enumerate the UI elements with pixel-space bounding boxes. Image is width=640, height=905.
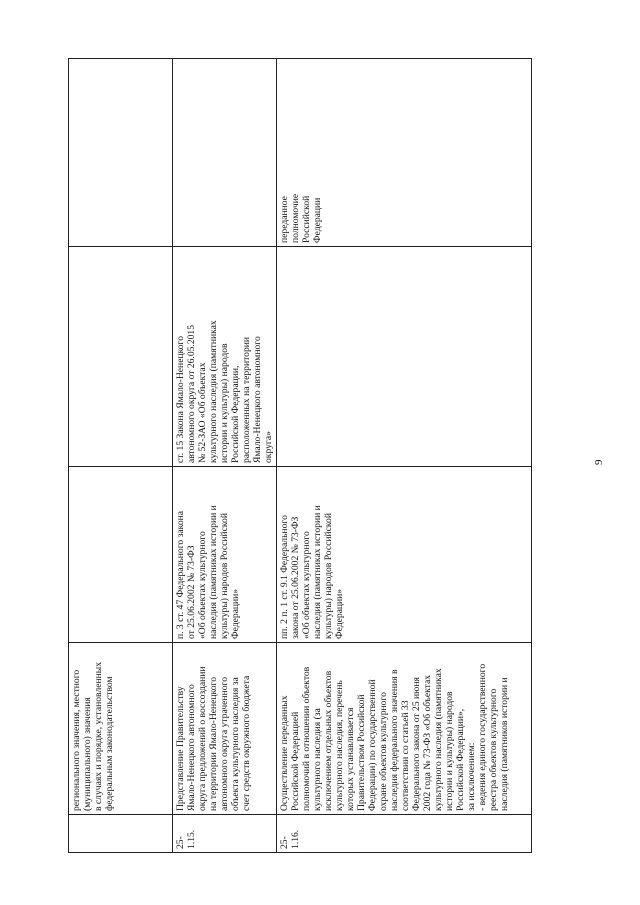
text-line: Федерации» xyxy=(334,588,345,639)
federal-law-cell xyxy=(69,467,173,643)
regional-law-cell xyxy=(173,247,277,467)
text-line: расположенных на территории xyxy=(241,336,252,463)
text-line: за исключением: xyxy=(466,742,477,811)
text-line: Федерального закона от 25 июня xyxy=(411,677,422,811)
row-number-cell xyxy=(69,815,173,853)
text-line: на территории Ямало-Ненецкого xyxy=(208,677,219,811)
text-line: охране объектов культурного xyxy=(378,692,389,811)
regional-law-cell xyxy=(277,247,532,467)
text-line: Российской Федерацией xyxy=(290,711,301,811)
text-line: п. 3 ст. 47 Федерального закона xyxy=(175,510,186,639)
text-line: Российской Федерации», xyxy=(455,708,466,811)
text-line: наследия (памятниках истории и xyxy=(312,505,323,639)
text-line: культурного наследия, перечень xyxy=(334,680,345,811)
text-line: «Об объектах культурного xyxy=(197,531,208,639)
text-line: переданное xyxy=(279,196,290,243)
text-line: наследия (памятников истории и xyxy=(499,677,510,811)
text-line: Федерации xyxy=(312,197,323,243)
text-line: культуры) народов Российской xyxy=(219,513,230,639)
text-line: соответствии со статьей 33 xyxy=(400,700,411,811)
regional-law-cell xyxy=(69,247,173,467)
federal-law-cell xyxy=(173,467,277,643)
text-line: пп. 2 п. 1 ст. 9.1 Федерального xyxy=(279,515,290,639)
text-line: от 25.06.2002 № 73-ФЗ xyxy=(186,545,197,639)
text-line: истории и культуры) народов xyxy=(219,343,230,463)
note-cell xyxy=(277,59,532,247)
text-line: регионального значения, местного xyxy=(71,669,82,811)
text-line: счет средств окружного бюджета xyxy=(241,675,252,811)
text-line: культурного наследия (памятниках xyxy=(433,668,444,811)
text-line: которых устанавливается xyxy=(345,707,356,811)
authority-name-cell xyxy=(173,643,277,815)
note-cell xyxy=(69,59,173,247)
table-row xyxy=(277,59,532,853)
text-line: «Об объектах культурного xyxy=(301,531,312,639)
text-line: наследия федерального значения в xyxy=(389,669,400,811)
text-line: полномочие xyxy=(290,193,301,243)
text-line: № 52-ЗАО «Об объектах xyxy=(197,362,208,463)
table-row xyxy=(69,59,173,853)
text-line: реестра объектов культурного xyxy=(488,688,499,811)
text-line: ст. 15 Закона Ямало-Ненецкого xyxy=(175,335,186,463)
text-line: Федерации» xyxy=(230,588,241,639)
text-line: истории и культуры) народов xyxy=(444,691,455,811)
text-line: - ведения единого государственного xyxy=(477,663,488,811)
text-line: закона от 25.06.2002 № 73-ФЗ xyxy=(290,516,301,639)
authority-name-cell xyxy=(277,643,532,815)
federal-law-cell xyxy=(277,467,532,643)
text-line: Правительством Российской xyxy=(356,694,367,811)
text-line: культурного наследия (памятниках xyxy=(208,320,219,463)
text-line: культурного наследия (за xyxy=(312,708,323,811)
text-line: Российской Федерации, xyxy=(230,365,241,463)
text-line: (муниципального) значения xyxy=(82,697,93,811)
row-number-cell: 25-1.16. xyxy=(277,815,532,853)
text-line: полномочий в отношении объектов xyxy=(301,666,312,811)
text-line: Российской xyxy=(301,195,312,243)
page-number: 9 xyxy=(593,459,605,465)
text-line: Ямало-Ненецкого автономного xyxy=(186,684,197,811)
text-line: автономного округа утраченного xyxy=(219,677,230,811)
text-line: округа предложений о воссоздании xyxy=(197,666,208,811)
text-line: Осуществление переданных xyxy=(279,695,290,811)
text-line: Ямало-Ненецкого автономного xyxy=(252,336,263,463)
text-line: Представление Правительству xyxy=(175,686,186,811)
table-row xyxy=(173,59,277,853)
text-line: округа» xyxy=(263,431,274,463)
text-line: в случаях и порядке, установленных xyxy=(93,661,104,811)
text-line: наследия (памятниках истории и xyxy=(208,505,219,639)
text-line: культуры) народов Российской xyxy=(323,513,334,639)
text-line: исключением отдельных объектов xyxy=(323,670,334,811)
authority-name-cell xyxy=(69,643,173,815)
text-line: Федерации) по государственной xyxy=(367,679,378,811)
authority-table xyxy=(68,58,532,853)
text-line: автономного округа от 26.05.2015 xyxy=(186,324,197,463)
note-cell xyxy=(173,59,277,247)
text-line: объекта культурного наследия за xyxy=(230,677,241,811)
row-number-cell: 25-1.15. xyxy=(173,815,277,853)
text-line: федеральным законодательством xyxy=(104,676,115,811)
text-line: 2002 года № 73-ФЗ «Об объектах xyxy=(422,674,433,811)
